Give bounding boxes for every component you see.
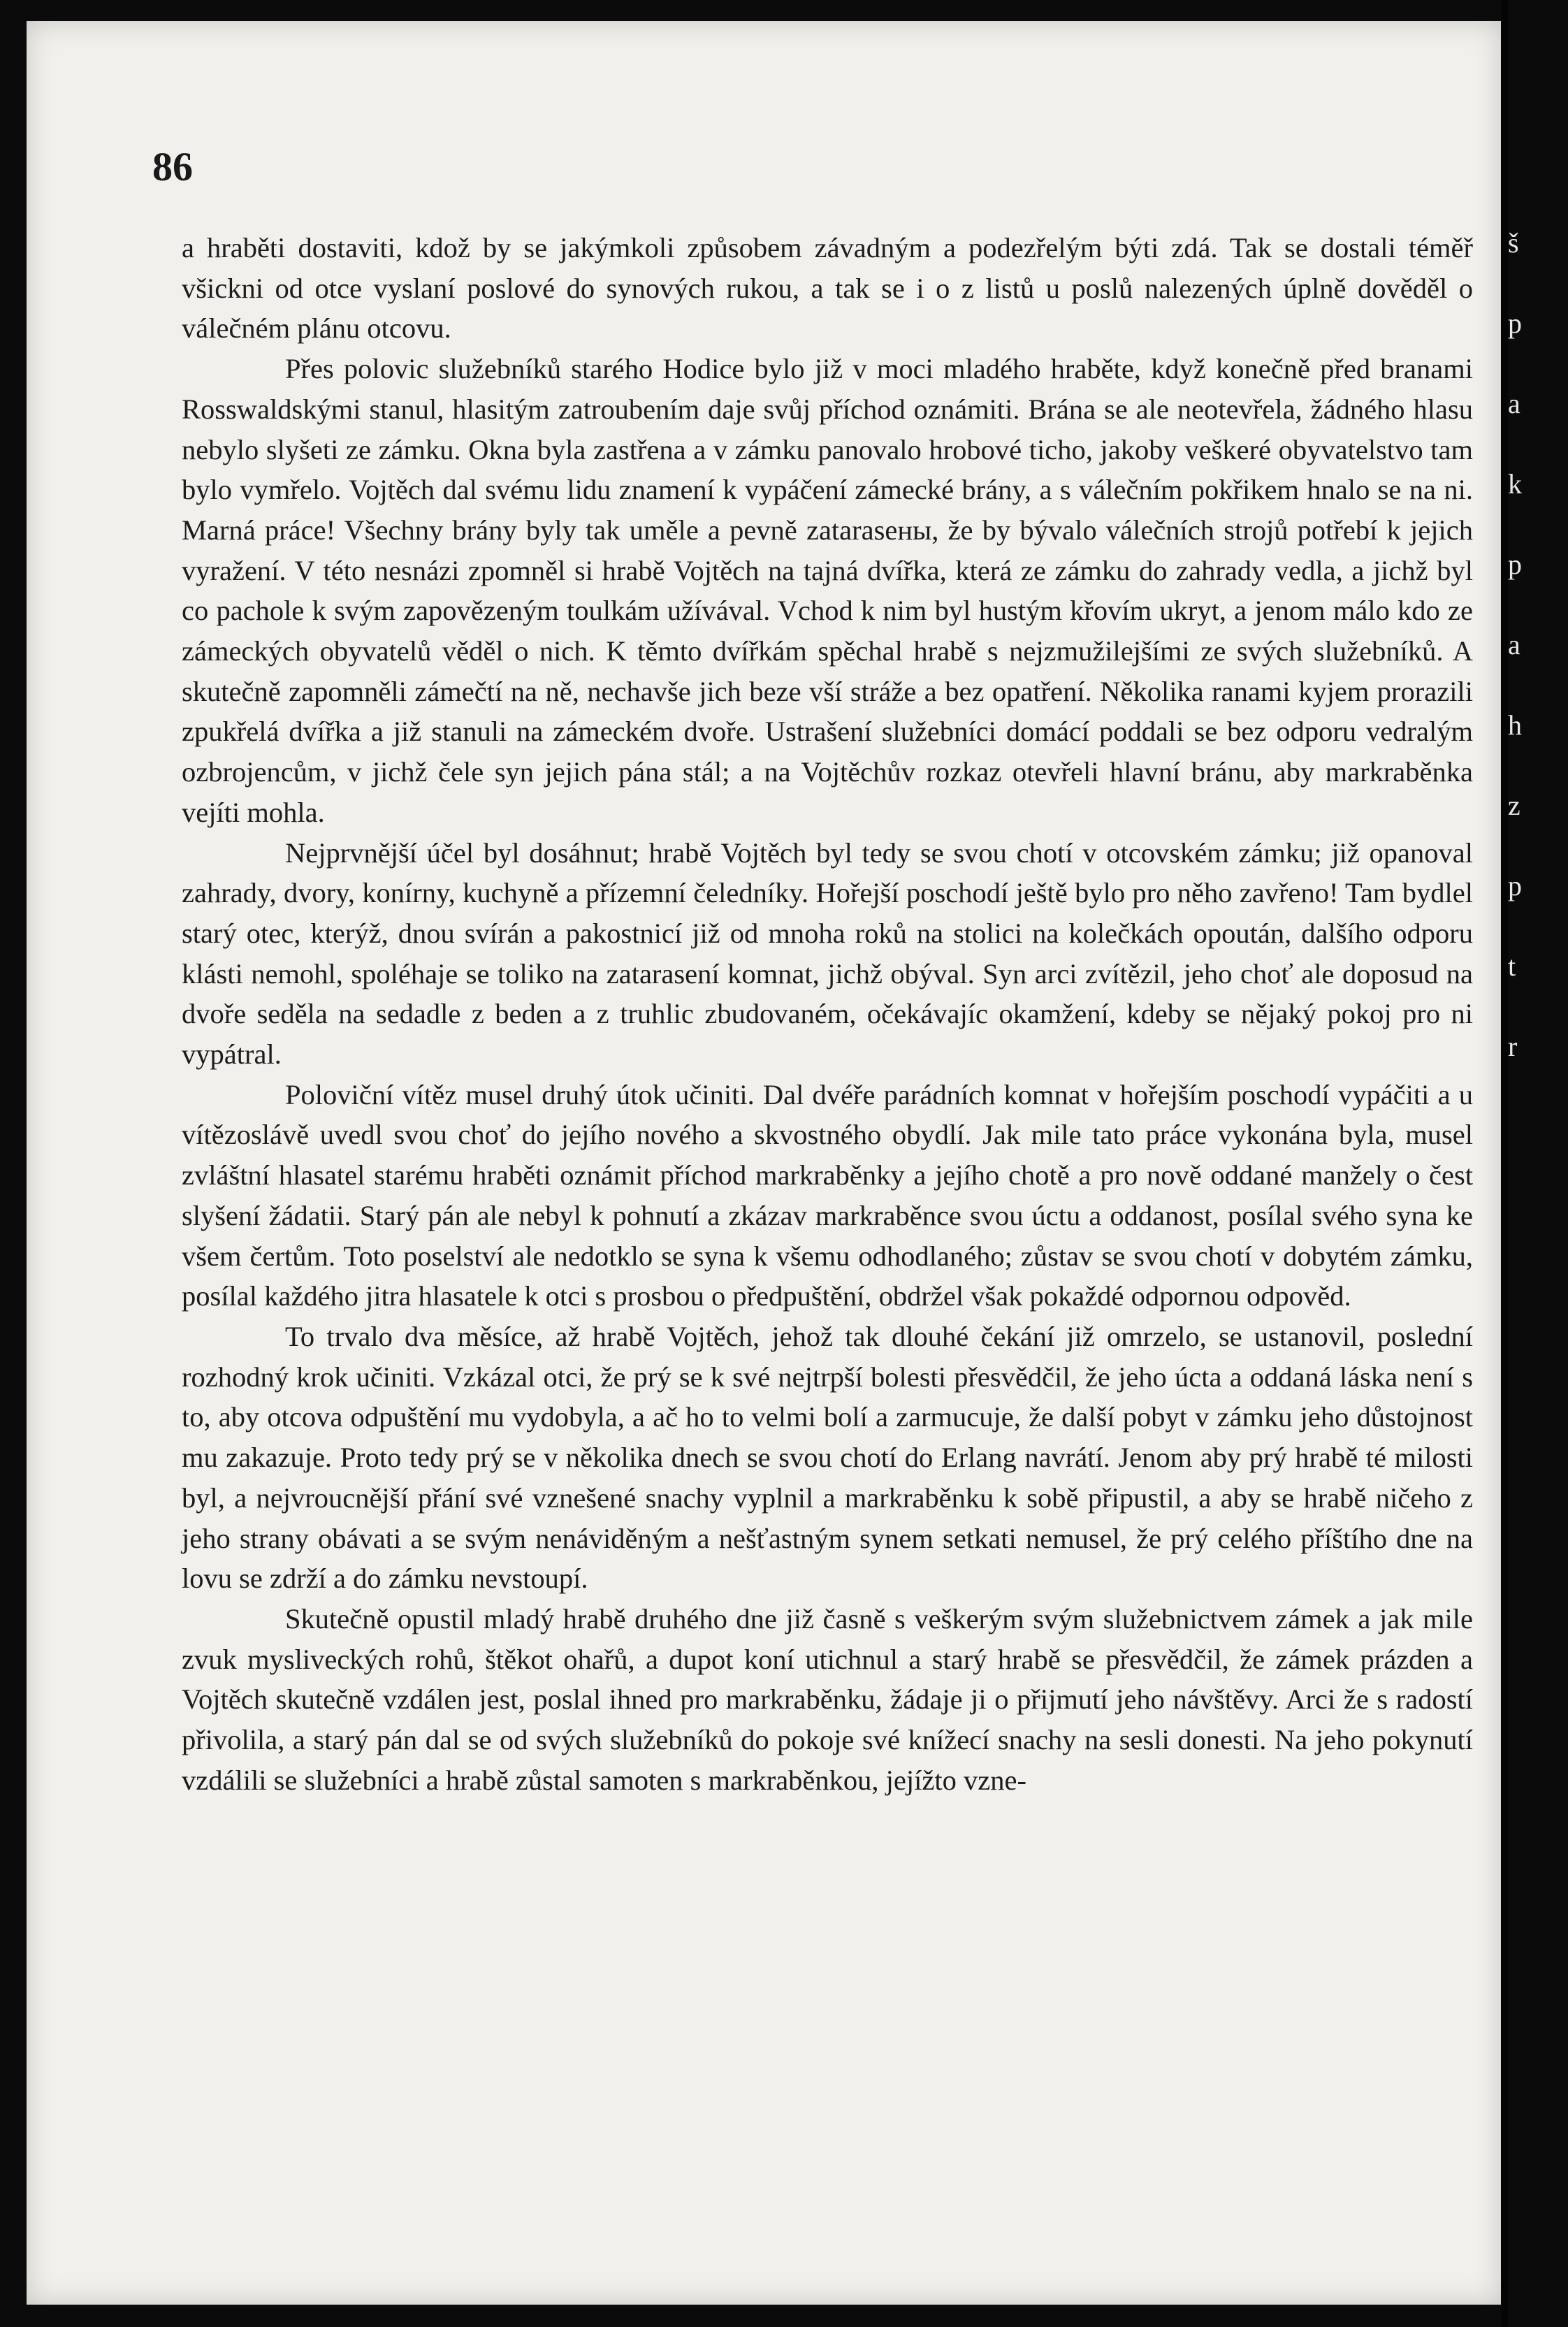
- adjacent-fragment: š: [1508, 227, 1519, 259]
- page-gutter: [1501, 0, 1508, 2327]
- paragraph: Přes polovic služebníků starého Hodice bylo již v moci mladého hraběte, když konečně před branami Rosswaldskými stanul, hlasitým zatroubením daje svůj příchod oznámiti. Brána se ale neotevřela, žádného hlasu nebylo slyšeti ze zámku. Okna byla zastřena a v zámku panovalo hrobové ticho, jakoby veškeré obyvatelstvo tam bylo vymřelo. Vojtěch dal svému lidu znamení k vypáčení zámecké brány, a s válečním pokřikem hnalo se na ni. Marná práce! Všechny brány byly tak uměle a pevně zatarasены, že by bývalo válečních strojů potřebí k jejich vyražení. V této nesnázi zpomněl si hrabě Vojtěch na tajná dvířka, která ze zámku do zahrady vedla, a jichž byl co pachole k svým zapovězeným toulkám užívával. Vchod k nim byl hustým křovím ukryt, a jenom málo kdo ze zámeckých obyvatelů věděl o nich. K těmto dvířkám spěchal hrabě s nejzmužilejšími ze svých služebníků. A skutečně zapomněli zámečtí na ně, nechavše jich beze vší stráže a bez opatření. Několika ranami kyjem prorazili zpukřelá dvířka a již stanuli na zámeckém dvoře. Ustrašení služebníci domácí poddali se bez odporu vedralým ozbrojencům, v jichž čele syn jejich pána stál; a na Vojtěchův rozkaz otevřeli hlavní bránu, aby markraběnka vejíti mohla.: [182, 353, 1473, 828]
- adjacent-fragment: z: [1508, 790, 1520, 821]
- paragraph: Poloviční vítěz musel druhý útok učiniti. Dal dvéře parádních komnat v hořejším poschodí vypáčiti a u vítězoslávě uvedl svou choť do jejího nového a skvostného obydlí. Jak mile tato práce vykonána byla, musel zvláštní hlasatel starému hraběti oznámit příchod markraběnky a jejího chotě a pro nově oddané manžely o čest slyšení žádatii. Starý pán ale nebyl k pohnutí a zkázav markraběnce svou úctu a oddanost, posílal svého syna ke všem čertům. Toto poselství ale nedotklo se syna k všemu odhodlaného; zůstav se svou chotí v dobytém zámku, posílal každého jitra hlasatele k otci s prosbou o předpuštění, obdržel však pokaždé odpornou odpověd.: [182, 1078, 1473, 1312]
- adjacent-fragment: p: [1508, 549, 1522, 580]
- adjacent-fragment: a: [1508, 629, 1520, 660]
- paragraph: Skutečně opustil mladý hrabě druhého dne již časně s veškerým svým služebnictvem zámek a jak mile zvuk mysliveckých rohů, štěkot ohařů, a dupot koní utichnul a starý hrabě se přesvědčil, že zámek prázden a Vojtěch skutečně vzdálen jest, poslal ihned pro markraběnku, žádaje ji o přijmutí jeho návštěvy. Arci že s radostí přivolila, a starý pán dal se od svých služebníků do pokoje své knížecí snachy na sesli donesti. Na jeho pokynutí vzdálili se služebníci a hrabě zůstal samoten s markraběnkou, jejížto vzne-: [182, 1602, 1473, 1796]
- adjacent-fragment: p: [1508, 307, 1522, 339]
- adjacent-page-edge: [1508, 203, 1568, 1087]
- paragraph: a hraběti dostaviti, kdož by se jakýmkoli způsobem závadným a podezřelým býti zdá. Tak se dostali téměř všickni od otce vyslaní poslové do synových rukou, a tak se i o z listů u poslů nalezených úplně dověděl o válečném plánu otcovu.: [182, 232, 1473, 345]
- paragraph: To trvalo dva měsíce, až hrabě Vojtěch, jehož tak dlouhé čekání již omrzelo, se ustanovil, poslední rozhodný krok učiniti. Vzkázal otci, že prý se k své nejtrpší bolesti přesvědčil, že jeho úcta a oddaná láska není s to, aby otcova odpuštění mu vydobyla, a ač ho to velmi bolí a zarmucuje, že další pobyt v zámku jeho důstojnost mu zakazuje. Proto tedy prý se v několika dnech se svou chotí do Erlang navrátí. Jenom aby prý hrabě té milosti byl, a nejvroucnější přání své vznešené snachy vyplnil a markraběnku k sobě připustil, a aby se hrabě ničeho z jeho strany obávati a se svým nenáviděným a nešťastným synem setkati nemusel, že prý celého příštího dne na lovu se zdrží a do zámku nevstoupí.: [182, 1320, 1473, 1595]
- adjacent-fragment: p: [1508, 870, 1522, 901]
- paragraph: Nejprvnější účel byl dosáhnut; hrabě Vojtěch byl tedy se svou chotí v otcovském zámku; již opanoval zahrady, dvory, konírny, kuchyně a přízemní čeledníky. Hořejší poschodí ještě bylo pro něho zavřeno! Tam bydlel starý otec, kterýž, dnou svírán a pakostnicí již od mnoha roků na stolici na kolečkách opoután, dalšího odporu klásti nemohl, spoléhaje se toliko na zatarasení komnat, jichž obýval. Syn arci zvítězil, jeho choť ale doposud na dvoře seděla na sedadle z beden a z truhlic zbudovaném, očekávajíc okamžení, kdeby se nějaký pokoj pro ni vypátral.: [182, 836, 1473, 1071]
- adjacent-fragment: h: [1508, 709, 1522, 741]
- adjacent-fragment: a: [1508, 388, 1520, 419]
- adjacent-fragment: k: [1508, 468, 1522, 500]
- book-page: [27, 21, 1501, 2305]
- adjacent-fragment: r: [1508, 1031, 1518, 1062]
- body-text: [182, 228, 1473, 1800]
- page-number: 86: [152, 144, 193, 189]
- adjacent-fragment: t: [1508, 950, 1516, 982]
